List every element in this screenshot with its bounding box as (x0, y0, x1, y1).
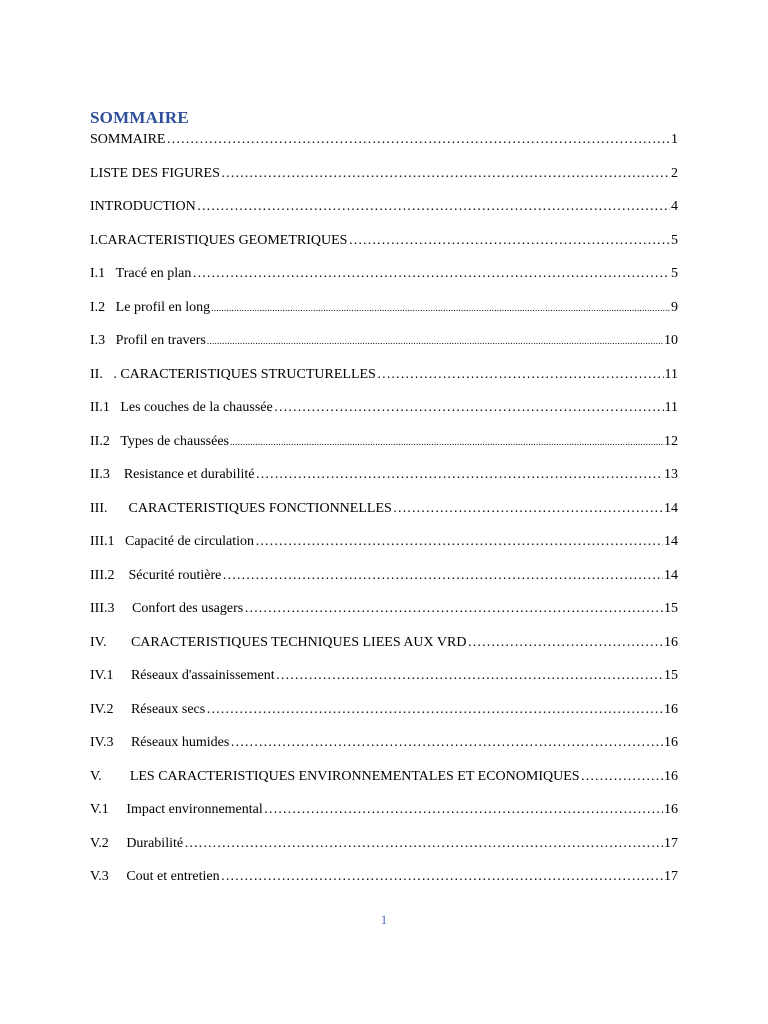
toc-entry-title: Réseaux secs (130, 701, 206, 717)
toc-entry-title: LISTE DES FIGURES (90, 165, 220, 181)
toc-entry-page-number: 11 (664, 400, 678, 415)
toc-entry-title: Types de chaussées (120, 433, 229, 449)
toc-entry-page-number: 11 (664, 366, 678, 382)
toc-dot-leader (222, 567, 663, 585)
toc-entry-title: CARACTERISTIQUES STRUCTURELLES (120, 366, 376, 382)
toc-list (90, 131, 678, 902)
toc-entry[interactable] (90, 399, 678, 433)
toc-entry-page-number: 14 (664, 500, 678, 516)
toc-entry[interactable] (90, 701, 678, 735)
toc-entry-page-number: 14 (664, 534, 678, 549)
toc-entry-number: II.2 (90, 433, 121, 449)
toc-entry-page-number: 16 (664, 634, 678, 650)
page-footer-number: 1 (380, 912, 388, 927)
toc-entry[interactable] (90, 299, 678, 333)
toc-entry-title: INTRODUCTION (90, 199, 196, 214)
toc-entry-page-number: 10 (664, 333, 678, 348)
toc-entry-number: V.3 (90, 869, 127, 884)
toc-entry-page-number: 16 (664, 735, 678, 750)
toc-entry-number: II. . (90, 366, 121, 382)
toc-entry-title: Le profil en long (115, 299, 211, 315)
toc-dot-leader (274, 399, 664, 417)
toc-dot-leader (192, 265, 670, 283)
toc-entry[interactable] (90, 165, 678, 199)
toc-dot-leader (230, 734, 663, 752)
toc-entry-title: Durabilité (126, 835, 184, 851)
toc-entry[interactable] (90, 868, 678, 902)
toc-entry-title: Réseaux d'assainissement (130, 668, 275, 683)
toc-entry-number: IV.3 (90, 735, 131, 750)
toc-entry[interactable] (90, 265, 678, 299)
toc-dot-leader (221, 165, 670, 183)
toc-dot-leader (255, 466, 663, 484)
toc-entry-page-number: 9 (671, 299, 678, 315)
toc-entry[interactable] (90, 433, 678, 467)
toc-entry-page-number: 4 (671, 199, 678, 214)
toc-entry-number: V.2 (90, 835, 127, 851)
toc-entry[interactable] (90, 232, 678, 266)
toc-dot-leader (467, 634, 663, 652)
toc-entry-page-number: 15 (664, 668, 678, 683)
toc-entry-page-number: 13 (664, 467, 678, 482)
toc-entry[interactable] (90, 198, 678, 232)
toc-dot-leader (276, 667, 663, 685)
toc-entry-number: IV. (90, 634, 131, 650)
toc-entry-page-number: 15 (664, 601, 678, 616)
toc-entry[interactable] (90, 366, 678, 400)
toc-entry[interactable] (90, 734, 678, 768)
toc-entry-title: Capacité de circulation (125, 534, 255, 549)
toc-entry-number: V. (90, 768, 130, 784)
toc-dot-leader (255, 533, 663, 551)
toc-entry[interactable] (90, 131, 678, 165)
toc-dot-leader (206, 701, 663, 719)
toc-entry-title: Cout et entretien (126, 869, 220, 884)
toc-entry-page-number: 2 (671, 165, 678, 181)
toc-entry-title: Impact environnemental (126, 802, 263, 817)
toc-entry-title: CARACTERISTIQUES TECHNIQUES LIEES AUX VRD (130, 634, 467, 650)
toc-entry-number: III.2 (90, 567, 129, 583)
toc-heading: SOMMAIRE (90, 108, 189, 127)
toc-entry-title: Les couches de la chaussée (120, 400, 273, 415)
toc-dot-leader (377, 366, 664, 384)
toc-entry-number: I.2 (90, 299, 116, 315)
toc-entry-title: Confort des usagers (132, 601, 244, 616)
toc-entry-page-number: 16 (664, 802, 678, 817)
toc-dot-leader (166, 131, 670, 149)
toc-entry-number: III.3 (90, 601, 132, 616)
toc-entry-number: II.3 (90, 467, 124, 482)
toc-entry[interactable] (90, 768, 678, 802)
toc-dot-leader (184, 835, 663, 853)
toc-entry-page-number: 17 (664, 835, 678, 851)
toc-entry-title: Réseaux humides (130, 735, 230, 750)
toc-dot-leader (207, 332, 663, 350)
toc-entry-page-number: 5 (671, 266, 678, 281)
toc-entry[interactable] (90, 835, 678, 869)
toc-entry-number: I.3 (90, 333, 116, 348)
toc-entry[interactable] (90, 533, 678, 567)
toc-entry[interactable] (90, 667, 678, 701)
toc-entry-page-number: 16 (664, 701, 678, 717)
toc-entry-number: I. (90, 232, 99, 248)
toc-entry[interactable] (90, 600, 678, 634)
toc-dot-leader (197, 198, 670, 216)
toc-entry-page-number: 17 (664, 869, 678, 884)
toc-entry-page-number: 14 (664, 567, 678, 583)
toc-entry[interactable] (90, 500, 678, 534)
toc-dot-leader (393, 500, 663, 518)
toc-entry[interactable] (90, 567, 678, 601)
toc-entry-title: Profil en travers (115, 333, 206, 348)
toc-entry-title: SOMMAIRE (90, 132, 166, 147)
toc-entry-page-number: 12 (664, 433, 678, 449)
toc-entry-number: IV.2 (90, 701, 131, 717)
toc-dot-leader (244, 600, 663, 618)
toc-entry[interactable] (90, 466, 678, 500)
toc-entry-number: IV.1 (90, 668, 131, 683)
toc-entry-number: III. (90, 500, 129, 516)
toc-dot-leader (211, 299, 670, 317)
toc-entry-number: III.1 (90, 534, 125, 549)
toc-entry-title: CARACTERISTIQUES FONCTIONNELLES (128, 500, 392, 516)
toc-entry-number: V.1 (90, 802, 127, 817)
toc-entry[interactable] (90, 801, 678, 835)
toc-entry[interactable] (90, 332, 678, 366)
toc-entry-title: Sécurité routière (128, 567, 222, 583)
toc-entry-page-number: 1 (671, 132, 678, 147)
toc-dot-leader (581, 768, 663, 786)
toc-entry-title: CARACTERISTIQUES GEOMETRIQUES (98, 232, 348, 248)
toc-dot-leader (348, 232, 670, 250)
toc-dot-leader (230, 433, 663, 451)
toc-entry-number: II.1 (90, 400, 121, 415)
toc-dot-leader (221, 868, 663, 886)
toc-entry-title: Tracé en plan (115, 266, 192, 281)
toc-entry-number: I.1 (90, 266, 116, 281)
toc-entry-title: LES CARACTERISTIQUES ENVIRONNEMENTALES ET ECONOMIQUES (129, 768, 580, 784)
toc-entry-title: Resistance et durabilité (123, 467, 255, 482)
toc-entry-page-number: 16 (664, 768, 678, 784)
toc-dot-leader (264, 801, 663, 819)
toc-entry-page-number: 5 (671, 232, 678, 248)
toc-entry[interactable] (90, 634, 678, 668)
